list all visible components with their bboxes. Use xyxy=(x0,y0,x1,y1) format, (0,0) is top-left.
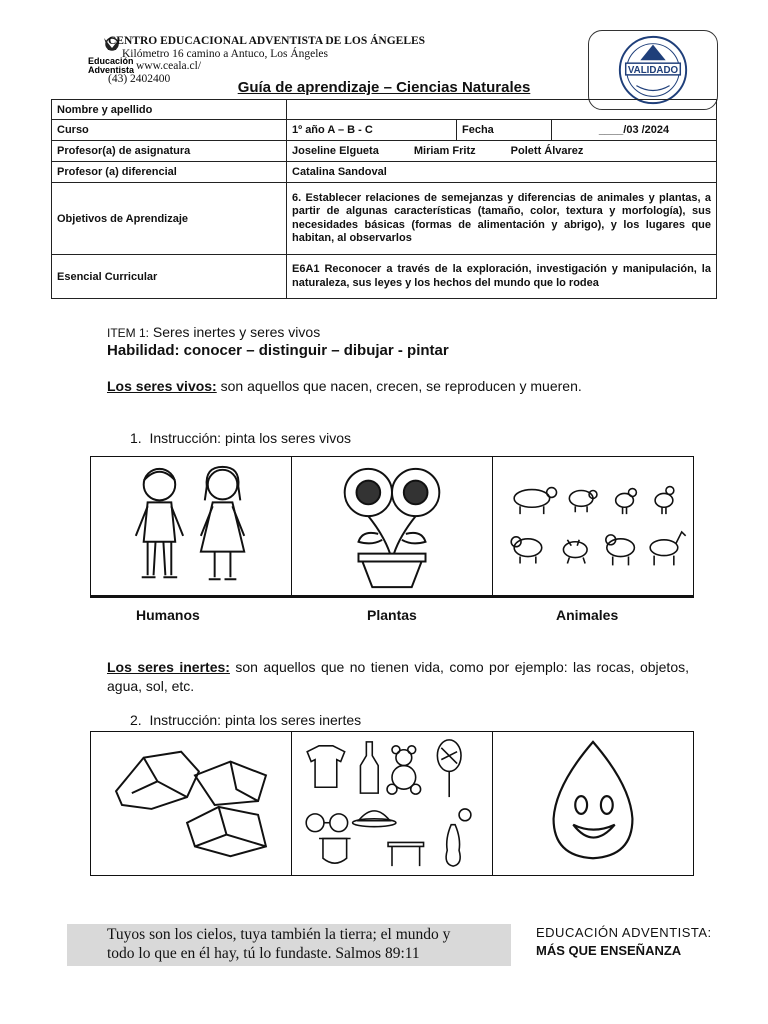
objectives-value: 6. Establecer relaciones de semejanzas y diferencias de animales y plantas, a partir de algunas características (tamaño, color, textura y morfología), sus necesidades básicas (formas de alimentación y abrigo), y los lugares que habitan, al observarlos xyxy=(287,183,717,255)
course-label: Curso xyxy=(52,120,287,141)
caption-divider xyxy=(90,596,694,598)
instruction-number: 2. xyxy=(130,712,142,728)
quote-line-2: todo lo que en él hay, tú lo fundaste. Salmos 89:11 xyxy=(107,945,420,962)
teacher-name: Polett Álvarez xyxy=(510,145,584,157)
item1-label: ITEM 1: xyxy=(107,326,150,340)
school-phone: (43) 2402400 xyxy=(108,72,171,85)
student-info-table xyxy=(51,99,717,299)
item1-title: Seres inertes y seres vivos xyxy=(152,324,321,340)
instruction-text: Instrucción: pinta los seres inertes xyxy=(149,712,362,728)
logo-text-2: Adventista xyxy=(88,65,135,75)
diff-teacher-value: Catalina Sandoval xyxy=(287,162,717,183)
objectives-label: Objetivos de Aprendizaje xyxy=(52,183,287,255)
teacher-name: Joseline Elgueta xyxy=(292,145,379,157)
living-term: Los seres vivos: xyxy=(107,378,217,394)
table-row xyxy=(52,162,717,183)
logo-text-1: Educación xyxy=(88,56,134,66)
table-row xyxy=(52,255,717,299)
name-label: Nombre y apellido xyxy=(52,100,287,120)
school-website[interactable]: www.ceala.cl/ xyxy=(136,60,202,72)
table-row xyxy=(52,183,717,255)
course-value: 1º año A – B - C xyxy=(287,120,457,141)
teacher-label: Profesor(a) de asignatura xyxy=(52,141,287,162)
caption-animals: Animales xyxy=(556,607,619,623)
inert-definition xyxy=(107,658,689,696)
inert-text: son aquellos que no tienen vida, como por ejemplo: las rocas, objetos, agua, sol, etc. xyxy=(107,659,689,694)
essential-label: Esencial Curricular xyxy=(52,255,287,299)
table-row xyxy=(52,141,717,162)
instruction-1 xyxy=(130,430,351,446)
date-label: Fecha xyxy=(457,120,552,141)
school-address: Kilómetro 16 camino a Antuco, Los Ángeles xyxy=(122,47,329,60)
name-field[interactable] xyxy=(287,100,717,120)
diff-teacher-label: Profesor (a) diferencial xyxy=(52,162,287,183)
inert-term: Los seres inertes: xyxy=(107,659,230,675)
date-field[interactable]: ____/03 /2024 xyxy=(552,120,717,141)
motto-line-1: EDUCACIÓN ADVENTISTA: xyxy=(536,925,712,940)
instruction-2 xyxy=(130,712,361,728)
instruction-text: Instrucción: pinta los seres vivos xyxy=(149,430,351,446)
inert-images-row xyxy=(90,731,694,876)
humans-illustration[interactable] xyxy=(91,457,292,595)
skill-line: Habilidad: conocer – distinguir – dibujar - pintar xyxy=(107,342,449,359)
plants-illustration[interactable] xyxy=(292,457,493,595)
rocks-illustration[interactable] xyxy=(91,732,292,875)
table-row xyxy=(52,120,717,141)
living-text: son aquellos que nacen, crecen, se reproducen y mueren. xyxy=(220,378,582,394)
school-info xyxy=(108,35,425,85)
living-definition xyxy=(107,377,689,396)
motto xyxy=(536,924,756,960)
quote-line-1: Tuyos son los cielos, tuya también la tierra; el mundo y xyxy=(107,926,451,943)
animals-illustration[interactable] xyxy=(493,457,693,595)
teacher-name: Miriam Fritz xyxy=(413,145,476,157)
table-row xyxy=(52,100,717,120)
bible-quote xyxy=(67,924,511,966)
living-images-row xyxy=(90,456,694,596)
page-title: Guía de aprendizaje – Ciencias Naturales xyxy=(237,79,531,96)
school-name: CENTRO EDUCACIONAL ADVENTISTA DE LOS ÁNGELES xyxy=(108,35,426,47)
caption-plants: Plantas xyxy=(367,607,417,623)
water-drop-illustration[interactable] xyxy=(493,732,693,875)
essential-value: E6A1 Reconocer a través de la exploración, investigación y manipulación, la naturaleza, sus leyes y los hechos del mundo que lo rodea xyxy=(287,255,717,299)
seal-text: VALIDADO xyxy=(627,64,679,76)
caption-humans: Humanos xyxy=(136,607,200,623)
motto-line-2: MÁS QUE ENSEÑANZA xyxy=(536,943,682,958)
objects-illustration[interactable] xyxy=(292,732,493,875)
teacher-names xyxy=(287,141,717,162)
validation-seal xyxy=(588,30,718,110)
item1-heading xyxy=(107,324,320,340)
instruction-number: 1. xyxy=(130,430,142,446)
